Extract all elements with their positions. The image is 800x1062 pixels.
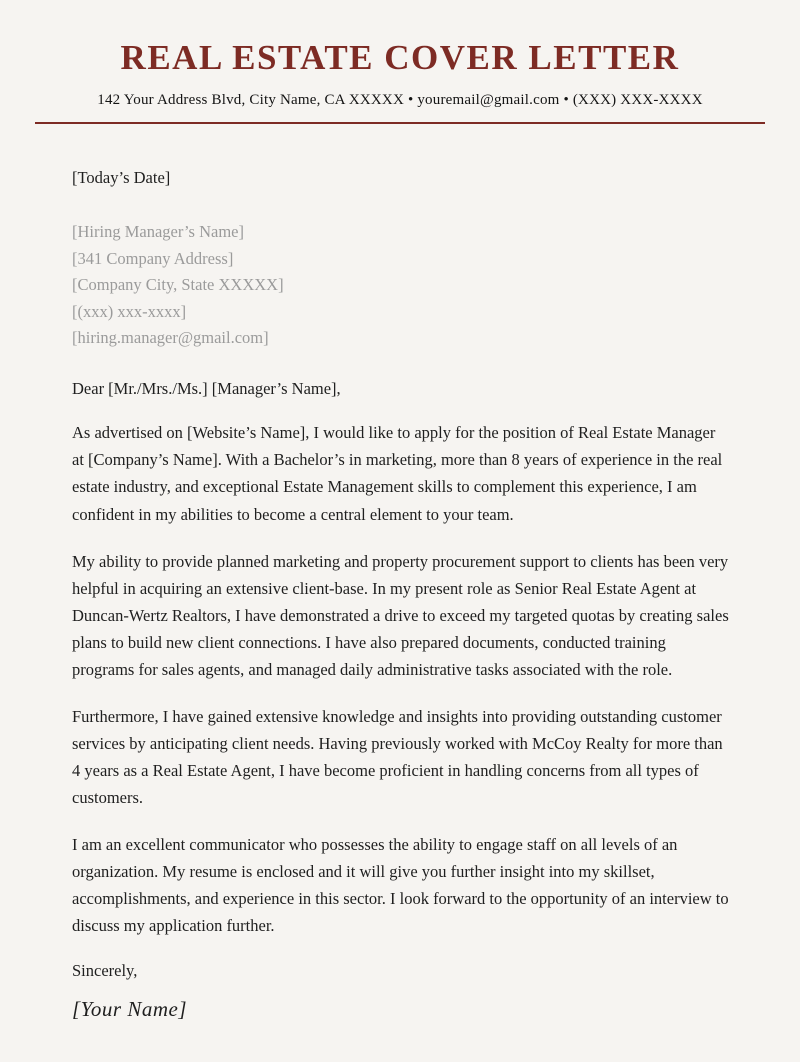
header-divider [35, 122, 765, 124]
recipient-phone: [(xxx) xxx-xxxx] [72, 301, 187, 321]
recipient-address: [341 Company Address] [72, 248, 234, 268]
recipient-block [72, 220, 730, 349]
contact-line: 142 Your Address Blvd, City Name, CA XXXXX • youremail@gmail.com • (XXX) XXX-XXXX [97, 92, 703, 109]
closing: Sincerely, [72, 961, 138, 981]
recipient-email: [hiring.manager@gmail.com] [72, 327, 269, 347]
letter-body [0, 168, 800, 1062]
date-line: [Today’s Date] [72, 168, 171, 188]
recipient-name: [Hiring Manager’s Name] [72, 222, 244, 242]
body-paragraph-2: My ability to provide planned marketing and property procurement support to clients has been very helpful in acquiring an extensive client-base. In my present role as Senior Real Estate Agent at Duncan-Wertz Realtors, I have demonstrated a drive to exceed my targeted quotas by creating sales plans to build new client connections. I have also prepared documents, conducted training programs for sales agents, and managed daily administrative tasks associated with the role. [72, 551, 729, 679]
body-paragraph-3: Furthermore, I have gained extensive knowledge and insights into providing outstanding customer services by anticipating client needs. Having previously worked with McCoy Realty for more than 4 years as a Real Estate Agent, I have become proficient in handling concerns from all types of customers. [72, 706, 723, 807]
signature: [Your Name] [72, 997, 188, 1022]
letter-header [0, 38, 800, 124]
page-title: REAL ESTATE COVER LETTER [120, 38, 680, 77]
salutation: Dear [Mr./Mrs./Ms.] [Manager’s Name], [72, 379, 341, 399]
body-paragraph-4: I am an excellent communicator who possesses the ability to engage staff on all levels of an organization. My resume is enclosed and it will give you further insight into my skillset, accomplishments, and experience in this sector. I look forward to the opportunity of an interview to discuss my application further. [72, 834, 729, 936]
recipient-city-state: [Company City, State XXXXX] [72, 275, 284, 295]
body-paragraph-1: As advertised on [Website’s Name], I would like to apply for the position of Real Estate Manager at [Company’s Name]. With a Bachelor’s in marketing, more than 8 years of experience in the real estate industry, and exceptional Estate Management skills to complement this experience, I am confident in my abilities to become a central element to your team. [72, 423, 723, 524]
